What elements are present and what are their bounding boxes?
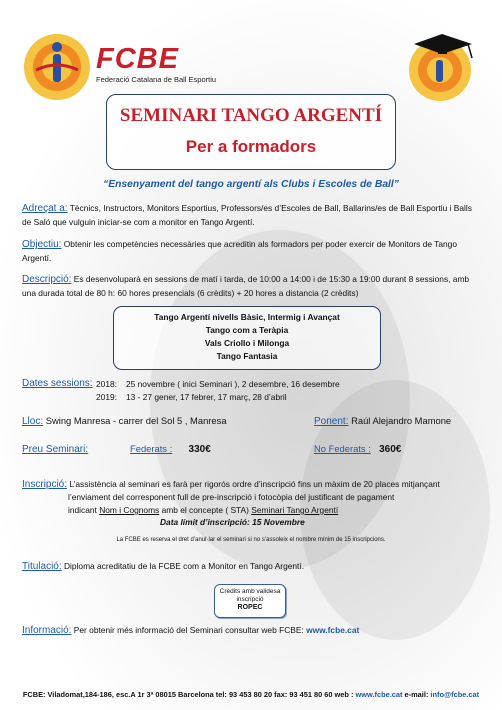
module-item: Tango Fantasia: [216, 351, 278, 361]
deadline: Data límit d’inscripció: 15 Novembre: [160, 517, 305, 527]
titulacio-label: Titulació:: [22, 561, 62, 572]
inscripcio-line1: L’assistència al seminari es farà per rigorós ordre d’inscripció fins un màxim de 20 places mitjançant: [67, 479, 440, 489]
inscripcio-line3-pre: indicant: [68, 505, 100, 515]
inscripcio-line2: l’enviament del corresponent full de pre-inscripció i fotocòpia del justificant de pagament: [68, 492, 395, 502]
lloc-section: [22, 414, 227, 428]
dates-label: Dates sessions:: [22, 378, 93, 389]
informacio-label: Informació:: [22, 625, 72, 636]
module-item: Vals Criollo i Milonga: [204, 338, 290, 348]
badge-line2: inscripció: [236, 596, 264, 604]
concept-text: Seminari Tango Argentí: [251, 505, 339, 515]
adrecat-text: Tècnics, Instructors, Monitors Esportius, Professors/es d’Escoles de Ball, Ballarins/es de Ball Esportiu i Balls de Saló que vulguin iniciar-se com a monitor en Tango Argentí.: [22, 203, 472, 227]
title-box: [106, 94, 396, 170]
dates-section: [22, 377, 93, 390]
titulacio-text: Diploma acreditatiu de la FCBE com a Monitor en Tango Argentí.: [61, 561, 305, 571]
federats-label: Federats :: [130, 443, 173, 454]
fcbe-logo: [22, 32, 92, 102]
footer-website-link[interactable]: www.fcbe.cat: [355, 690, 403, 699]
ropec-badge: [214, 584, 286, 618]
preu-label: Preu Seminari:: [22, 444, 89, 455]
adrecat-section: [22, 202, 478, 228]
brand-block: [96, 44, 216, 84]
ponent-label: Ponent:: [314, 416, 349, 427]
graduation-logo: [402, 28, 482, 104]
objectiu-section: [22, 238, 478, 264]
tagline: “Ensenyament del tango argentí als Clubs i Escoles de Ball”: [103, 179, 399, 190]
descripcio-text: Es desenvoluparà en sessions de matí i tarda, de 10:00 a 14:00 i de 15:30 a 19:00 durant 8 sessions, amb una durada total de 80 h: 60 hores presencials (6 crèdits) + 20 hores a distancia (2 crèdits): [22, 274, 470, 298]
website-link[interactable]: www.fcbe.cat: [306, 625, 360, 635]
descripcio-section: [22, 273, 478, 299]
descripcio-label: Descripció:: [22, 274, 72, 285]
footer-email-label: e-mail:: [402, 690, 431, 699]
page-subtitle-heading: Per a formadors: [185, 137, 317, 156]
dates-list-2019: 13 - 27 gener, 17 febrer, 17 març, 28 d’abril: [126, 392, 287, 402]
lloc-label: Lloc:: [22, 416, 44, 427]
module-item: Tango Argentí nivells Bàsic, Intermig i Avançat: [154, 312, 340, 322]
titulacio-section: [22, 560, 304, 573]
module-item: Tango com a Teràpia: [205, 325, 289, 335]
ponent-section: [314, 414, 451, 428]
nom-cognoms-text: Nom i Cognoms: [99, 505, 160, 515]
inscripcio-line3-mid: amb el concepte ( STA): [159, 505, 252, 515]
inscripcio-section: [22, 478, 440, 491]
federats-price: [130, 442, 211, 456]
dates-list-2018: 25 novembre ( inici Seminari ), 2 desembre, 16 desembre: [126, 379, 340, 389]
brand-subtitle: Federació Catalana de Ball Esportiu: [96, 75, 217, 84]
modules-box: [113, 306, 381, 370]
page-title: SEMINARI TANGO ARGENTÍ: [119, 105, 383, 126]
nofederats-label: No Federats :: [314, 443, 371, 454]
inscripcio-label: Inscripció:: [22, 479, 68, 490]
brand-name: FCBE: [96, 43, 179, 75]
dates-year-2019: 2019:: [96, 392, 117, 402]
adrecat-label: Adreçat a:: [22, 203, 68, 214]
footer-address: FCBE: Viladomat,184-186, esc.A 1r 3ª 08015 Barcelona tel: 93 453 80 20 fax: 93 451 80 60 web :: [22, 690, 356, 699]
objectiu-label: Objectiu:: [22, 239, 62, 250]
badge-line3: ROPEC: [237, 604, 263, 612]
nofederats-value: 360€: [379, 444, 402, 455]
badge-line1: Crèdits amb validesa: [219, 588, 281, 595]
preu-section: [22, 443, 88, 456]
nofederats-price: [314, 442, 401, 456]
dates-year-2018: 2018:: [96, 379, 117, 389]
footer: [0, 690, 502, 699]
footer-email-link[interactable]: info@fcbe.cat: [430, 690, 480, 699]
lloc-text: Swing Manresa - carrer del Sol 5 , Manresa: [43, 415, 227, 426]
informacio-text: Per obtenir més informació del Seminari consultar web FCBE:: [71, 625, 307, 635]
ponent-name: Raúl Alejandro Mamone: [348, 415, 452, 426]
federats-value: 330€: [188, 444, 211, 455]
informacio-section: [22, 624, 359, 637]
objectiu-text: Obtenir les competències necessàries que acreditin als formadors per poder exercir de Monitors de Tango Argentí.: [22, 239, 458, 263]
cancellation-note: La FCBE es reserva el dret d’anul·lar el seminari si no s’assoleix el nombre mínim de 15 inscripcions.: [116, 537, 386, 543]
